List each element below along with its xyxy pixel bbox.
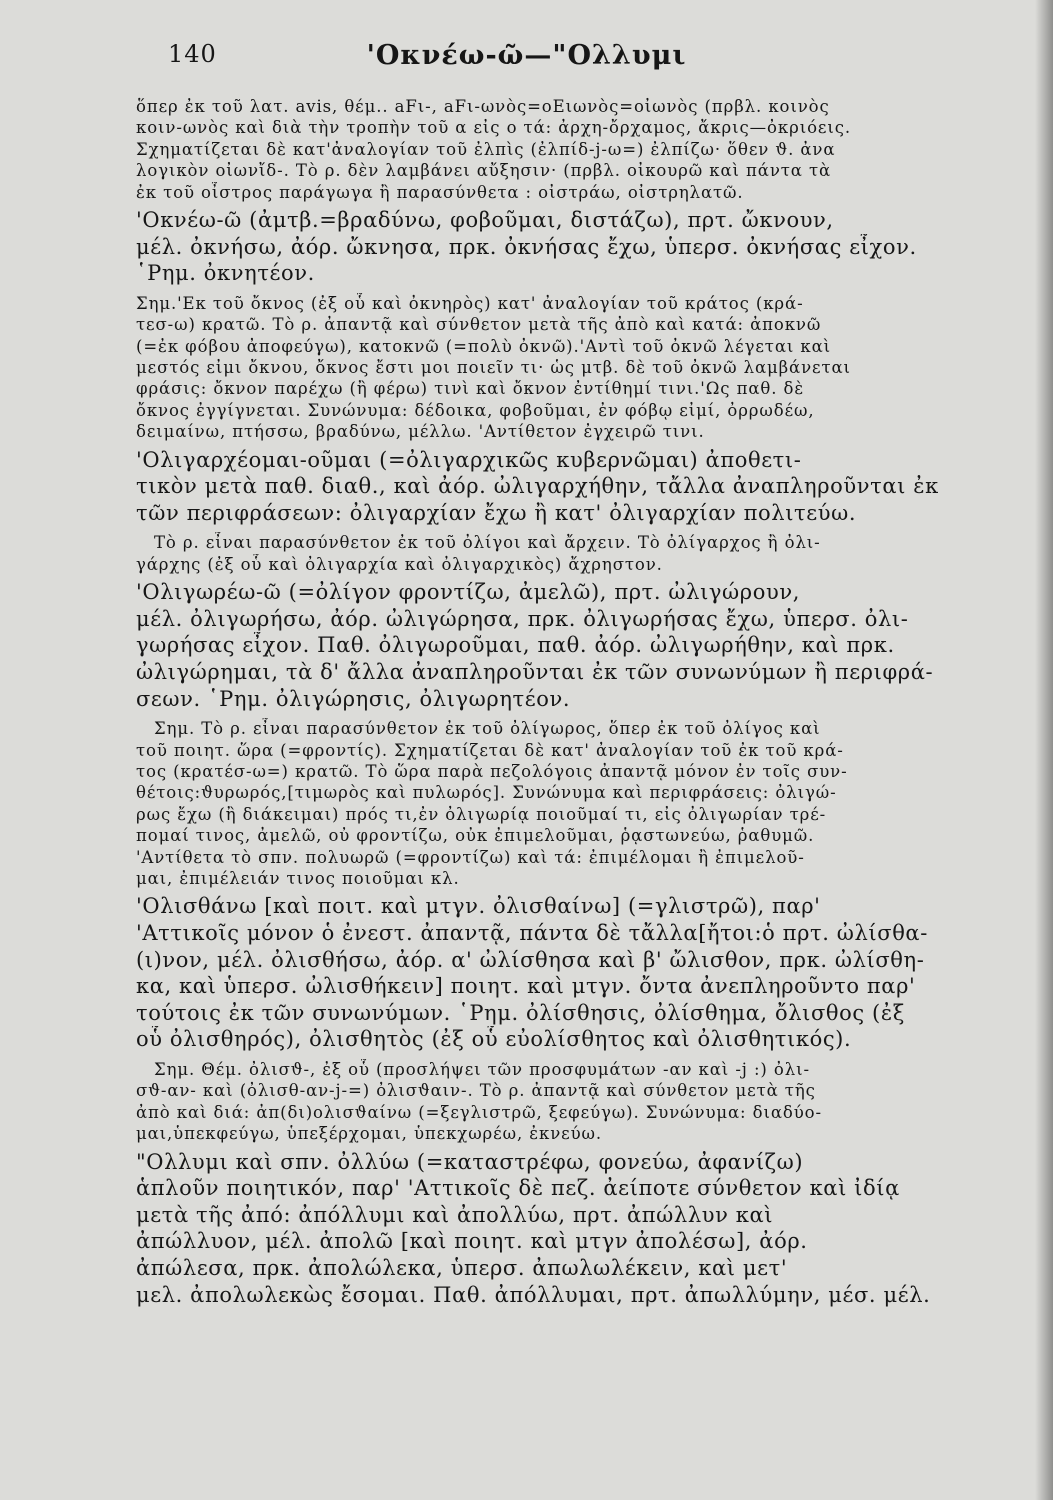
text-line: Σημ. Τὸ ρ. εἶναι παρασύνθετον ἐκ τοῦ ὀλίγωρος, ὅπερ ἐκ τοῦ ὀλίγος καὶ [154, 719, 821, 739]
text-line: φράσις: ὄκνον παρέχω (ἢ φέρω) τινὶ καὶ ὄκνον ἐντίθημί τινι.'Ως παθ. δὲ [136, 379, 805, 399]
text-line: 'Αντίθετα τὸ σπν. πολυωρῶ (=φροντίζω) καὶ τά: ἐπιμέλομαι ἢ ἐπιμελοῦ- [136, 847, 805, 867]
text-line: "Ολλυμι καὶ σπν. ὀλλύω (=καταστρέφω, φονεύω, ἀφανίζω) [136, 1149, 804, 1174]
text-line: τεσ-ω) κρατῶ. Τὸ ρ. ἀπαντᾷ καὶ σύνθετον μετὰ τῆς ἀπὸ καὶ κατά: ἀποκνῶ [136, 315, 822, 335]
text-line: κα, καὶ ὑπερσ. ὠλισθήκειν] ποιητ. καὶ μτγν. ὄντα ἀνεπληροῦντο παρ' [136, 974, 916, 999]
entry-okneo [136, 207, 1053, 287]
text-line: Σχηματίζεται δὲ κατ'ἀναλογίαν τοῦ ἐλπὶς (ἐλπίδ-j-ω=) ἐλπίζω· ὅθεν ϑ. ἀνα [136, 139, 836, 159]
text-line: θέτοις:ϑυρωρός,[τιμωρὸς καὶ πυλωρός]. Συνώνυμα καὶ περιφράσεις: ὀλιγώ- [136, 783, 837, 803]
text-line: μαι,ὑπεκφεύγω, ὑπεξέρχομαι, ὑπεκχωρέω, ἐκνεύω. [136, 1124, 603, 1144]
text-line: 'Οκνέω-ῶ (ἀμτβ.=βραδύνω, φοβοῦμαι, διστάζω), πρτ. ὤκνουν, [136, 208, 834, 233]
text-line: (=ἐκ φόβου ἀποφεύγω), κατοκνῶ (=πολὺ ὀκνῶ).'Αντὶ τοῦ ὀκνῶ λέγεται καὶ [136, 336, 832, 356]
text-line: Τὸ ρ. εἶναι παρασύνθετον ἐκ τοῦ ὀλίγοι καὶ ἄρχειν. Τὸ ὀλίγαρχος ἢ ὀλι- [154, 533, 821, 553]
text-line: τούτοις ἐκ τῶν συνωνύμων. ῾Ρημ. ὀλίσθησις, ὀλίσθημα, ὄλισθος (ἐξ [136, 1000, 905, 1025]
text-line: οὗ ὀλισθηρός), ὀλισθητὸς (ἐξ οὗ εὐολίσθητος καὶ ὀλισθητικός). [136, 1027, 852, 1052]
page-edge-shadow [1035, 0, 1053, 1500]
text-line: Σημ.'Εκ τοῦ ὄκνος (ἐξ οὗ καὶ ὀκνηρὸς) κατ' ἀναλογίαν τοῦ κράτος (κρά- [136, 293, 804, 313]
text-line: ὠλιγώρημαι, τὰ δ' ἄλλα ἀναπληροῦνται ἐκ τῶν συνωνύμων ἢ περιφρά- [136, 660, 934, 685]
running-title: 'Οκνέω-ῶ—"Ολλυμι [366, 40, 687, 71]
text-line: ῾Ρημ. ὀκνητέον. [136, 261, 315, 286]
text-line: δειμαίνω, πτήσσω, βραδύνω, μέλλω. 'Αντίθετον ἐγχειρῶ τινι. [136, 422, 705, 442]
text-line: ἀπώλεσα, πρκ. ἀπολώλεκα, ὑπερσ. ἀπωλωλέκειν, καὶ μετ' [136, 1256, 788, 1281]
text-line: πομαί τινος, ἀμελῶ, οὐ φροντίζω, οὐκ ἐπιμελοῦμαι, ῥᾳστωνεύω, ῥαθυμῶ. [136, 826, 815, 846]
entry-ollymi [136, 1149, 1053, 1309]
text-line: ἀπὸ καὶ διά: ἀπ(δι)ολισϑαίνω (=ξεγλιστρῶ, ξεφεύγω). Συνώνυμα: διαδύο- [136, 1102, 822, 1122]
text-line: 'Αττικοῖς μόνον ὁ ἐνεστ. ἀπαντᾷ, πάντα δὲ τἄλλα[ἤτοι:ὁ πρτ. ὠλίσθα- [136, 921, 928, 946]
text-line: μετὰ τῆς ἀπό: ἀπόλλυμι καὶ ἀπολλύω, πρτ. ἀπώλλυν καὶ [136, 1202, 774, 1227]
page-number: 140 [168, 40, 217, 68]
entry-oligoreo [136, 579, 1053, 712]
text-line: γάρχης (ἐξ οὗ καὶ ὀλιγαρχία καὶ ὀλιγαρχικὸς) ἄχρηστον. [136, 554, 663, 574]
text-line: τοῦ ποιητ. ὥρα (=φροντίς). Σχηματίζεται δὲ κατ' ἀναλογίαν τοῦ ἐκ τοῦ κρά- [136, 740, 844, 760]
text-line: μαι, ἐπιμέλειάν τινος ποιοῦμαι κλ. [136, 869, 460, 889]
text-line: γωρήσας εἶχον. Παθ. ὀλιγωροῦμαι, παθ. ἀόρ. ὠλιγωρήθην, καὶ πρκ. [136, 633, 895, 658]
entry-olisthano [136, 893, 1053, 1053]
note-continuation [136, 96, 1053, 203]
note-oligoreo-note [136, 718, 1053, 889]
text-line: ὅπερ ἐκ τοῦ λατ. avis, θέμ.. aFι-, aFι-ωνὸς=οΕιωνὸς=οἰωνὸς (πρβλ. κοινὸς [136, 97, 830, 116]
text-line: ἀπώλλυον, μέλ. ἀπολῶ [καὶ ποιητ. καὶ μτγν ἀπολέσω], ἀόρ. [136, 1229, 808, 1254]
text-line: ἐκ τοῦ οἶστρος παράγωγα ἢ παρασύνθετα : οἰστράω, οἰστρηλατῶ. [136, 182, 744, 202]
text-line: μεστός εἰμι ὄκνου, ὄκνος ἔστι μοι ποιεῖν τι· ὡς μτβ. δὲ τοῦ ὀκνῶ λαμβάνεται [136, 358, 851, 378]
text-line: 'Ολιγωρέω-ῶ (=ὀλίγον φροντίζω, ἀμελῶ), πρτ. ὠλιγώρουν, [136, 580, 800, 605]
text-line: ρως ἔχω (ἢ διάκειμαι) πρός τι,ἐν ὀλιγωρίᾳ ποιοῦμαί τι, εἰς ὀλιγωρίαν τρέ- [136, 804, 827, 824]
text-line: (ι)νον, μέλ. ὀλισθήσω, ἀόρ. α' ὠλίσθησα καὶ β' ὤλισθον, πρκ. ὠλίσθη- [136, 947, 925, 972]
text-line: κοιν-ωνὸς καὶ διὰ τὴν τροπὴν τοῦ α εἰς ο τά: ἀρχη-ὄρχαμος, ἄκρις—ὀκριόεις. [136, 118, 852, 138]
note-okneo-note [136, 293, 1053, 443]
text-line: τῶν περιφράσεων: ὀλιγαρχίαν ἔχω ἢ κατ' ὀλιγαρχίαν πολιτεύω. [136, 500, 857, 525]
text-line: 'Ολισθάνω [καὶ ποιτ. καὶ μτγν. ὀλισθαίνω] (=γλιστρῶ), παρ' [136, 894, 821, 919]
text-line: σϑ-αν- καὶ (ὀλισθ-αν-j-=) ὀλισϑαιν-. Τὸ ρ. ἀπαντᾷ καὶ σύνθετον μετὰ τῆς [136, 1081, 816, 1101]
page-body [136, 96, 1053, 1314]
page-header [0, 40, 1053, 80]
note-oligarcheomai-note [136, 532, 1053, 575]
text-line: 'Ολιγαρχέομαι-οῦμαι (=ὀλιγαρχικῶς κυβερνῶμαι) ἀποθετι- [136, 447, 802, 472]
note-olisthano-note [136, 1059, 1053, 1145]
text-line: τος (κρατέσ-ω=) κρατῶ. Τὸ ὥρα παρὰ πεζολόγοις ἀπαντᾷ μόνον ἐν τοῖς συν- [136, 762, 848, 782]
text-line: τικὸν μετὰ παθ. διαθ., καὶ ἀόρ. ὠλιγαρχήθην, τἄλλα ἀναπληροῦνται ἐκ [136, 474, 939, 499]
text-line: Σημ. Θέμ. ὀλισϑ-, ἐξ οὗ (προσλήψει τῶν προσφυμάτων -αν καὶ -j :) ὀλι- [154, 1060, 810, 1080]
text-line: μελ. ἀπολωλεκὼς ἔσομαι. Παθ. ἀπόλλυμαι, πρτ. ἀπωλλύμην, μέσ. μέλ. [136, 1282, 931, 1307]
entry-oligarcheomai [136, 447, 1053, 527]
text-line: μέλ. ὀλιγωρήσω, ἀόρ. ὠλιγώρησα, πρκ. ὀλιγωρήσας ἔχω, ὑπερσ. ὀλι- [136, 606, 909, 631]
text-line: ἁπλοῦν ποιητικόν, παρ' 'Αττικοῖς δὲ πεζ. ἀείποτε σύνθετον καὶ ἰδίᾳ [136, 1176, 900, 1201]
text-line: σεων. ῾Ρημ. ὀλιγώρησις, ὀλιγωρητέον. [136, 686, 571, 711]
text-line: μέλ. ὀκνήσω, ἀόρ. ὤκνησα, πρκ. ὀκνήσας ἔχω, ὑπερσ. ὀκνήσας εἶχον. [136, 234, 917, 259]
text-line: ὄκνος ἐγγίγνεται. Συνώνυμα: δέδοικα, φοβοῦμαι, ἐν φόβῳ εἰμί, ὀρρωδέω, [136, 400, 815, 420]
text-line: λογικὸν οἰωνἴδ-. Τὸ ρ. δὲν λαμβάνει αὔξησιν· (πρβλ. οἰκουρῶ καὶ πάντα τὰ [136, 161, 832, 181]
